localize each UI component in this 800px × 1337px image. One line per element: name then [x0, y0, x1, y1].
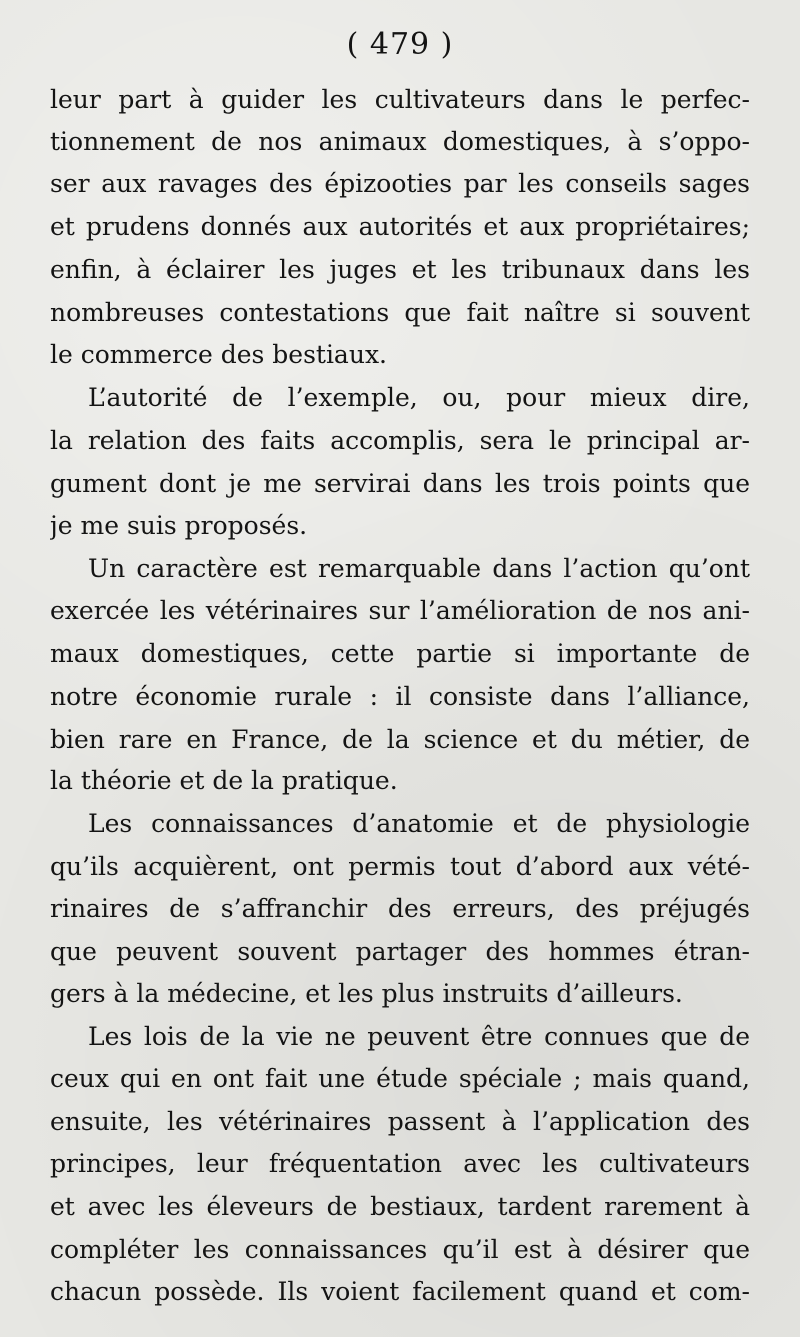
- text-line: compléter les connaissances qu’il est à désirer que: [50, 1235, 750, 1264]
- text-line: maux domestiques, cette partie si importante de: [50, 639, 750, 668]
- text-line: tionnement de nos animaux domestiques, à s’oppo-: [50, 127, 750, 156]
- text-line: exercée les vétérinaires sur l’amélioration de nos ani-: [50, 596, 750, 625]
- text-line: Un caractère est remarquable dans l’action qu’ont: [88, 554, 750, 583]
- text-line: nombreuses contestations que fait naître si souvent: [50, 298, 750, 327]
- text-line: que peuvent souvent partager des hommes étran-: [50, 937, 750, 966]
- text-line: et prudens donnés aux autorités et aux propriétaires;: [50, 212, 750, 241]
- text-line: Les connaissances d’anatomie et de physiologie: [88, 809, 750, 838]
- page-number: ( 479 ): [346, 27, 454, 62]
- text-line: qu’ils acquièrent, ont permis tout d’abord aux vété-: [50, 852, 750, 881]
- text-line: enfin, à éclairer les juges et les tribunaux dans les: [50, 255, 750, 284]
- text-line: ser aux ravages des épizooties par les conseils sages: [50, 169, 750, 198]
- text-line: chacun possède. Ils voient facilement quand et com-: [50, 1277, 750, 1306]
- text-line: L’autorité de l’exemple, ou, pour mieux dire,: [88, 383, 750, 412]
- text-line: ceux qui en ont fait une étude spéciale ; mais quand,: [50, 1064, 750, 1093]
- text-line: rinaires de s’affranchir des erreurs, des préjugés: [50, 894, 750, 923]
- text-line: principes, leur fréquentation avec les cultivateurs: [50, 1149, 750, 1178]
- text-line: le commerce des bestiaux.: [50, 340, 387, 369]
- text-line: Les lois de la vie ne peuvent être connues que de: [88, 1022, 750, 1051]
- text-line: la relation des faits accomplis, sera le principal ar-: [50, 426, 750, 455]
- text-line: je me suis proposés.: [50, 511, 308, 540]
- text-line: bien rare en France, de la science et du métier, de: [50, 725, 750, 754]
- text-line: et avec les éleveurs de bestiaux, tardent rarement à: [50, 1192, 750, 1221]
- text-line: leur part à guider les cultivateurs dans le perfec-: [50, 85, 750, 114]
- text-line: notre économie rurale : il consiste dans l’alliance,: [50, 682, 750, 711]
- text-line: ensuite, les vétérinaires passent à l’application des: [50, 1107, 750, 1136]
- text-line: la théorie et de la pratique.: [50, 766, 398, 795]
- text-line: gument dont je me servirai dans les trois points que: [50, 469, 750, 498]
- text-line: gers à la médecine, et les plus instruits d’ailleurs.: [50, 979, 683, 1008]
